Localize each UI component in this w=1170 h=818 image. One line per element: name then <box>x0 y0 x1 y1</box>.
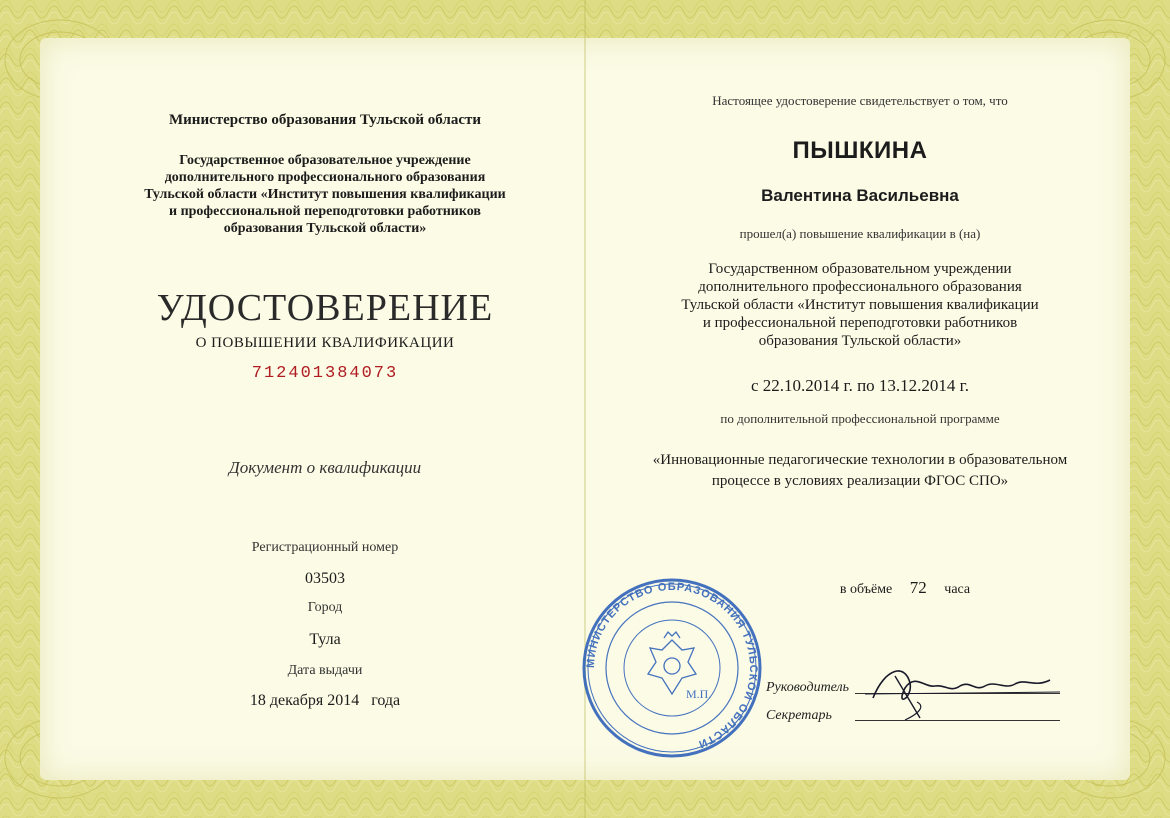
training-period: с 22.10.2014 г. по 13.12.2014 г. <box>750 376 969 395</box>
institution-line: образования Тульской области» <box>758 333 962 349</box>
institution-line: Тульской области «Институт повышения квалификации <box>681 297 1039 313</box>
registration-number: 03503 <box>305 570 345 587</box>
stamp-center-text: М.П. <box>686 687 712 701</box>
city-label: Город <box>307 600 343 615</box>
document-type: Документ о квалификации <box>228 458 422 477</box>
holder-name: Валентина Васильевна <box>761 186 959 205</box>
holder-surname: ПЫШКИНА <box>792 137 928 164</box>
document-subtitle: О ПОВЫШЕНИИ КВАЛИФИКАЦИИ <box>195 335 455 351</box>
institution-line: Государственном образовательном учреждении <box>708 261 1012 277</box>
program-line: «Инновационные педагогические технологии в образовательном <box>652 452 1068 468</box>
volume-hours <box>740 578 1070 598</box>
issue-date <box>90 692 560 710</box>
volume-unit: часа <box>944 582 971 597</box>
document-title: УДОСТОВЕРЕНИЕ <box>156 287 494 329</box>
stamp-ring-text: МИНИСТЕРСТВО ОБРАЗОВАНИЯ ТУЛЬСКОЙ ОБЛАСТИ <box>584 580 760 751</box>
issue-date-day-month: 18 декабря <box>249 692 324 709</box>
issue-date-label: Дата выдачи <box>287 663 363 678</box>
program-label: по дополнительной профессиональной программе <box>720 411 1000 426</box>
issue-date-suffix: года <box>371 692 401 709</box>
institution-line: Государственное образовательное учреждение <box>179 153 471 168</box>
eagle-emblem-icon <box>648 632 696 694</box>
serial-number: 712401384073 <box>251 364 399 383</box>
certifies-text: Настоящее удостоверение свидетельствует о том, что <box>712 93 1008 108</box>
training-institution <box>620 260 1100 350</box>
institution-line: и профессиональной переподготовки работников <box>169 204 481 219</box>
passed-text: прошел(а) повышение квалификации в (на) <box>739 226 981 241</box>
volume-prefix: в объёме <box>839 582 893 597</box>
official-stamp <box>572 578 772 758</box>
head-label: Руководитель <box>766 680 850 695</box>
registration-label: Регистрационный номер <box>251 540 399 555</box>
secretary-label: Секретарь <box>766 708 832 723</box>
institution-line: Тульской области «Институт повышения квалификации <box>144 187 506 202</box>
volume-number: 72 <box>909 578 927 597</box>
program-line: процессе в условиях реализации ФГОС СПО» <box>711 473 1009 489</box>
institution-line: образования Тульской области» <box>223 221 427 236</box>
handwritten-signature <box>865 658 1065 728</box>
institution-line: дополнительного профессионального образования <box>698 279 1022 295</box>
program-title <box>620 450 1100 492</box>
issuing-institution <box>90 152 560 237</box>
ministry-name: Министерство образования Тульской области <box>169 112 481 128</box>
institution-line: дополнительного профессионального образования <box>164 170 486 185</box>
institution-line: и профессиональной переподготовки работников <box>702 315 1018 331</box>
issue-date-year: 2014 <box>327 692 360 709</box>
city-value: Тула <box>309 631 341 648</box>
